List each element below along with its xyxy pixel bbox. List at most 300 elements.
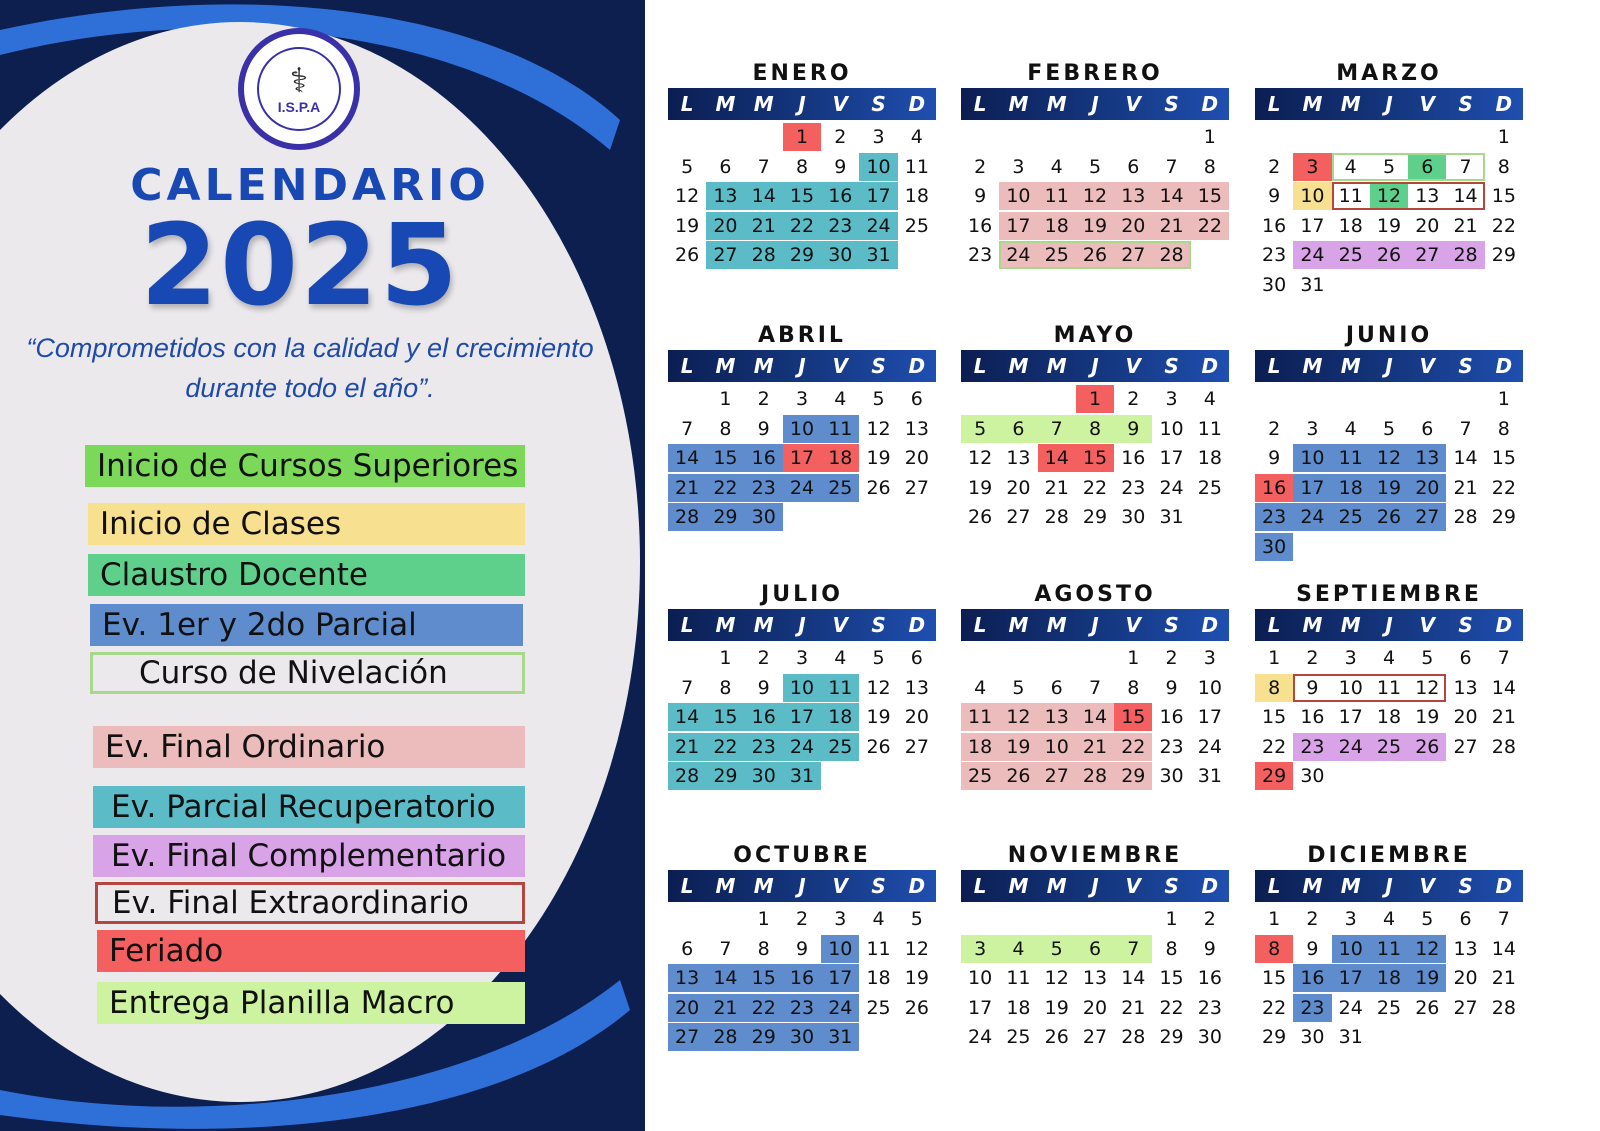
- day-cell: 28: [1076, 762, 1114, 790]
- day-cell: 4: [999, 935, 1037, 963]
- day-cell: 9: [1165, 676, 1178, 699]
- day-cell: 15: [1114, 703, 1152, 731]
- month-title: DICIEMBRE: [1307, 843, 1471, 868]
- day-cell: 20: [1453, 967, 1478, 989]
- institute-logo: [238, 28, 360, 150]
- day-cell: 1: [1268, 908, 1281, 930]
- day-cell: 23: [1159, 735, 1184, 758]
- day-cell: 26: [1370, 241, 1408, 269]
- day-cell: 28: [706, 1023, 744, 1051]
- weekday-label: M: [753, 874, 774, 898]
- month-enero: [668, 60, 936, 271]
- day-cell: 5: [1012, 676, 1025, 699]
- day-cell: 13: [1114, 182, 1152, 210]
- weekday-label: M: [1340, 354, 1361, 378]
- weekday-label: M: [1340, 874, 1361, 898]
- weekday-label: M: [715, 613, 736, 637]
- day-cell: 14: [706, 964, 744, 992]
- weekday-label: J: [1091, 354, 1099, 378]
- day-cell: 3: [1344, 647, 1357, 669]
- weekday-label: M: [1008, 874, 1029, 898]
- day-cell: 25: [821, 733, 859, 761]
- day-cell: 10: [1332, 935, 1370, 963]
- day-cell: 14: [745, 182, 783, 210]
- day-cell: 18: [1376, 706, 1402, 728]
- weekday-header: [1255, 350, 1523, 382]
- day-cell: 28: [668, 762, 706, 790]
- weekday-label: V: [1125, 874, 1141, 898]
- weekday-label: D: [1495, 613, 1513, 637]
- day-cell: 14: [1446, 182, 1484, 210]
- day-cell: 19: [999, 733, 1037, 761]
- day-cell: 26: [866, 735, 891, 758]
- slogan: “Comprometidos con la calidad y el crecimiento durante todo el año”.: [26, 333, 594, 403]
- day-cell: 2: [974, 155, 987, 178]
- day-cell: 21: [1044, 476, 1069, 499]
- day-cell: 19: [866, 706, 891, 728]
- weekday-label: S: [1164, 613, 1179, 637]
- day-cell: 11: [1370, 935, 1408, 963]
- day-cell: 6: [1076, 935, 1114, 963]
- day-cell: 23: [1293, 733, 1331, 761]
- day-cell: 9: [757, 417, 770, 440]
- day-cell: 15: [783, 182, 821, 210]
- month-title: NOVIEMBRE: [1007, 843, 1183, 868]
- day-cell: 18: [1038, 212, 1076, 240]
- weekday-label: M: [1302, 354, 1323, 378]
- month-marzo: [1255, 60, 1523, 300]
- day-cell: 31: [1300, 273, 1325, 296]
- day-cell: 4: [1382, 908, 1396, 930]
- day-cell: 2: [1306, 647, 1319, 669]
- day-cell: 27: [904, 476, 929, 499]
- day-cell: 8: [1497, 155, 1510, 178]
- day-cell: 14: [668, 444, 706, 472]
- day-cell: 21: [668, 474, 706, 502]
- month-title: ABRIL: [758, 323, 846, 348]
- weekday-label: V: [1125, 92, 1141, 116]
- day-cell: 26: [968, 506, 993, 528]
- day-cell: 29: [706, 762, 744, 790]
- day-grid: [1255, 385, 1523, 562]
- day-cell: 1: [1165, 908, 1178, 930]
- day-cell: 9: [834, 155, 847, 178]
- weekday-label: M: [1008, 92, 1029, 116]
- day-cell: 8: [1255, 935, 1293, 963]
- day-cell: 31: [1159, 506, 1184, 528]
- day-cell: 21: [1076, 733, 1114, 761]
- day-cell: 30: [745, 503, 783, 531]
- day-cell: 8: [719, 676, 732, 699]
- day-cell: 15: [1262, 967, 1287, 989]
- weekday-label: L: [680, 613, 694, 637]
- day-cell: 5: [872, 388, 885, 410]
- day-grid: [1255, 123, 1523, 300]
- legend-item: Ev. 1er y 2do Parcial: [90, 604, 523, 646]
- weekday-label: M: [1008, 354, 1029, 378]
- day-cell: 24: [999, 241, 1037, 269]
- weekday-label: V: [1419, 92, 1435, 116]
- day-cell: 6: [681, 937, 694, 960]
- month-julio: [668, 581, 936, 792]
- day-cell: 3: [872, 126, 885, 148]
- day-cell: 2: [757, 388, 770, 410]
- day-cell: 2: [1306, 908, 1319, 930]
- day-cell: 13: [668, 964, 706, 992]
- day-cell: 9: [1306, 937, 1319, 960]
- day-cell: 15: [1262, 706, 1287, 728]
- day-cell: 30: [1255, 533, 1293, 561]
- day-grid: [1255, 905, 1523, 1053]
- day-cell: 23: [1262, 244, 1287, 266]
- weekday-header: [961, 870, 1229, 902]
- day-grid: [668, 905, 936, 1053]
- day-cell: 21: [745, 212, 783, 240]
- day-cell: 25: [1332, 241, 1370, 269]
- day-cell: 31: [859, 241, 897, 269]
- day-cell: 25: [904, 214, 929, 237]
- day-cell: 29: [745, 1023, 783, 1051]
- weekday-label: M: [1046, 92, 1067, 116]
- weekday-label: S: [1458, 874, 1473, 898]
- day-cell: 2: [1268, 417, 1281, 440]
- day-cell: 1: [1497, 126, 1510, 148]
- day-cell: 13: [904, 417, 929, 440]
- day-cell: 19: [1370, 474, 1408, 502]
- weekday-label: M: [1046, 874, 1067, 898]
- day-cell: 8: [719, 417, 732, 440]
- day-cell: 1: [1076, 385, 1114, 413]
- weekday-header: [668, 350, 936, 382]
- weekday-label: M: [753, 613, 774, 637]
- weekday-label: J: [1091, 613, 1099, 637]
- day-cell: 17: [1159, 447, 1184, 469]
- day-cell: 7: [1459, 417, 1472, 440]
- day-cell: 17: [1338, 706, 1363, 728]
- day-cell: 30: [821, 241, 859, 269]
- day-cell: 19: [675, 214, 700, 237]
- day-cell: 14: [1076, 703, 1114, 731]
- day-cell: 23: [745, 733, 783, 761]
- month-octubre: [668, 842, 936, 1053]
- weekday-header: [668, 88, 936, 120]
- day-grid: [961, 385, 1229, 533]
- day-cell: 11: [1197, 417, 1222, 440]
- day-cell: 12: [866, 417, 891, 440]
- day-cell: 26: [999, 762, 1037, 790]
- day-cell: 18: [1370, 964, 1408, 992]
- day-cell: 12: [904, 937, 929, 960]
- day-cell: 3: [1344, 908, 1357, 930]
- day-cell: 26: [1076, 241, 1114, 269]
- day-cell: 24: [1338, 996, 1363, 1019]
- day-cell: 13: [1082, 967, 1108, 989]
- weekday-label: V: [832, 92, 848, 116]
- day-cell: 3: [1203, 647, 1216, 669]
- day-cell: 29: [1491, 506, 1516, 528]
- day-cell: 27: [1408, 241, 1446, 269]
- day-cell: 3: [795, 388, 809, 410]
- legend-item: Inicio de Cursos Superiores: [85, 445, 525, 487]
- day-cell: 27: [1453, 996, 1478, 1019]
- day-cell: 5: [1421, 647, 1434, 669]
- day-cell: 8: [1127, 676, 1140, 699]
- day-cell: 4: [834, 388, 847, 410]
- day-cell: 21: [668, 733, 706, 761]
- day-cell: 11: [821, 674, 859, 702]
- day-cell: 11: [1370, 674, 1408, 702]
- weekday-label: J: [1385, 613, 1393, 637]
- day-cell: 8: [1497, 417, 1510, 440]
- day-cell: 26: [1370, 503, 1408, 531]
- day-cell: 11: [904, 155, 929, 178]
- day-cell: 5: [1382, 417, 1396, 440]
- month-diciembre: [1255, 842, 1523, 1053]
- day-cell: 29: [1082, 506, 1108, 528]
- weekday-header: [961, 350, 1229, 382]
- day-cell: 4: [1203, 388, 1216, 410]
- day-cell: 8: [1076, 415, 1114, 443]
- day-cell: 15: [706, 703, 744, 731]
- day-cell: 17: [783, 703, 821, 731]
- weekday-label: S: [871, 354, 886, 378]
- day-cell: 2: [757, 647, 770, 669]
- day-grid: [961, 123, 1229, 271]
- month-title: ENERO: [752, 61, 852, 86]
- day-cell: 13: [706, 182, 744, 210]
- day-cell: 26: [866, 476, 891, 499]
- day-cell: 12: [1044, 967, 1069, 989]
- weekday-label: D: [1495, 92, 1513, 116]
- day-cell: 16: [745, 444, 783, 472]
- day-cell: 4: [1344, 417, 1357, 440]
- day-cell: 5: [681, 155, 694, 178]
- day-cell: 8: [1165, 937, 1178, 960]
- day-cell: 10: [859, 153, 897, 181]
- day-cell: 6: [1127, 155, 1140, 178]
- day-cell: 24: [821, 994, 859, 1022]
- day-cell: 22: [1191, 212, 1229, 240]
- day-cell: 22: [1082, 476, 1108, 499]
- day-cell: 10: [1332, 674, 1370, 702]
- day-cell: 9: [757, 676, 770, 699]
- day-cell: 10: [783, 674, 821, 702]
- day-cell: 16: [1262, 214, 1287, 237]
- day-cell: 23: [745, 474, 783, 502]
- day-cell: 21: [1491, 967, 1516, 989]
- weekday-label: M: [1008, 613, 1029, 637]
- month-title: MAYO: [1053, 323, 1137, 348]
- weekday-label: L: [973, 613, 987, 637]
- day-cell: 26: [1415, 996, 1440, 1019]
- day-cell: 10: [1038, 733, 1076, 761]
- day-cell: 23: [821, 212, 859, 240]
- day-cell: 13: [1006, 447, 1031, 469]
- month-title: SEPTIEMBRE: [1296, 582, 1482, 607]
- day-cell: 22: [745, 994, 783, 1022]
- day-cell: 29: [1491, 244, 1516, 266]
- day-cell: 27: [1453, 735, 1478, 758]
- weekday-label: J: [798, 874, 806, 898]
- day-cell: 8: [1203, 155, 1216, 178]
- day-cell: 28: [1121, 1026, 1146, 1048]
- weekday-label: S: [871, 92, 886, 116]
- day-cell: 30: [1159, 765, 1184, 787]
- day-cell: 31: [783, 762, 821, 790]
- day-cell: 11: [1332, 182, 1370, 210]
- day-cell: 6: [719, 155, 732, 178]
- day-cell: 7: [757, 155, 770, 178]
- day-cell: 1: [1497, 388, 1510, 410]
- day-cell: 20: [904, 447, 929, 469]
- day-cell: 24: [968, 1026, 993, 1048]
- day-cell: 25: [821, 474, 859, 502]
- day-cell: 16: [1300, 706, 1325, 728]
- day-cell: 4: [872, 908, 885, 930]
- weekday-label: V: [832, 354, 848, 378]
- day-cell: 12: [1408, 935, 1446, 963]
- weekday-label: M: [753, 354, 774, 378]
- day-cell: 28: [1446, 241, 1484, 269]
- weekday-label: J: [798, 613, 806, 637]
- day-cell: 17: [1197, 706, 1222, 728]
- weekday-label: S: [1458, 613, 1473, 637]
- day-cell: 12: [1408, 674, 1446, 702]
- day-cell: 29: [1159, 1026, 1184, 1048]
- day-cell: 15: [1191, 182, 1229, 210]
- weekday-label: L: [680, 874, 694, 898]
- weekday-label: M: [715, 92, 736, 116]
- day-cell: 2: [1268, 155, 1281, 178]
- day-cell: 21: [1453, 476, 1478, 499]
- day-cell: 22: [783, 212, 821, 240]
- day-cell: 24: [1293, 503, 1331, 531]
- day-cell: 6: [1050, 676, 1063, 699]
- day-grid: [668, 123, 936, 271]
- day-cell: 25: [1038, 241, 1076, 269]
- weekday-label: L: [680, 92, 694, 116]
- day-cell: 1: [719, 647, 732, 669]
- day-cell: 25: [1006, 1026, 1031, 1048]
- day-cell: 22: [706, 733, 744, 761]
- weekday-label: J: [798, 92, 806, 116]
- day-cell: 19: [1044, 996, 1069, 1019]
- day-cell: 11: [1038, 182, 1076, 210]
- legend-item: Ev. Final Complementario: [93, 835, 525, 877]
- weekday-label: D: [908, 613, 926, 637]
- weekday-label: V: [1419, 874, 1435, 898]
- day-cell: 15: [1159, 967, 1184, 989]
- day-cell: 10: [821, 935, 859, 963]
- month-title: JUNIO: [1345, 323, 1433, 348]
- day-grid: [961, 905, 1229, 1053]
- day-cell: 8: [795, 155, 809, 178]
- day-cell: 6: [999, 415, 1037, 443]
- weekday-label: J: [1091, 92, 1099, 116]
- day-cell: 15: [706, 444, 744, 472]
- day-cell: 9: [1268, 185, 1281, 207]
- weekday-label: D: [908, 92, 926, 116]
- day-cell: 17: [999, 212, 1037, 240]
- day-cell: 5: [1038, 935, 1076, 963]
- weekday-label: L: [1267, 92, 1281, 116]
- day-cell: 12: [999, 703, 1037, 731]
- day-cell: 3: [961, 935, 999, 963]
- day-cell: 16: [1121, 447, 1146, 469]
- legend-item: Ev. Parcial Recuperatorio: [93, 786, 525, 828]
- weekday-header: [668, 609, 936, 641]
- day-cell: 3: [1293, 153, 1331, 181]
- day-cell: 10: [968, 967, 993, 989]
- weekday-label: S: [1164, 92, 1179, 116]
- day-cell: 27: [1082, 1026, 1108, 1048]
- weekday-label: M: [1340, 613, 1361, 637]
- weekday-label: S: [871, 613, 886, 637]
- day-cell: 24: [1159, 476, 1184, 499]
- day-cell: 27: [668, 1023, 706, 1051]
- weekday-label: M: [715, 354, 736, 378]
- day-cell: 20: [706, 212, 744, 240]
- day-cell: 21: [1121, 996, 1146, 1019]
- day-cell: 11: [821, 415, 859, 443]
- day-cell: 23: [1121, 476, 1146, 499]
- weekday-label: S: [1458, 354, 1473, 378]
- month-title: FEBRERO: [1027, 61, 1163, 86]
- day-cell: 30: [1121, 506, 1146, 528]
- day-cell: 1: [1203, 126, 1216, 148]
- weekday-header: [1255, 609, 1523, 641]
- day-cell: 7: [1446, 153, 1484, 181]
- day-cell: 7: [719, 937, 732, 960]
- day-cell: 6: [910, 647, 923, 669]
- legend-item: Ev. Final Extraordinario: [95, 882, 525, 924]
- weekday-label: D: [1201, 92, 1219, 116]
- weekday-label: D: [1495, 874, 1513, 898]
- day-cell: 24: [1293, 241, 1331, 269]
- day-cell: 24: [783, 474, 821, 502]
- day-cell: 17: [1293, 474, 1331, 502]
- month-title: AGOSTO: [1034, 582, 1156, 607]
- day-cell: 25: [1332, 503, 1370, 531]
- day-cell: 16: [968, 214, 993, 237]
- calendar-title: CALENDARIO: [130, 160, 490, 211]
- day-cell: 8: [1255, 674, 1293, 702]
- weekday-label: V: [1125, 613, 1141, 637]
- day-cell: 14: [1453, 447, 1478, 469]
- weekday-label: M: [1302, 92, 1323, 116]
- weekday-label: D: [908, 354, 926, 378]
- day-cell: 12: [1370, 182, 1408, 210]
- day-cell: 27: [1038, 762, 1076, 790]
- day-cell: 24: [859, 212, 897, 240]
- day-cell: 4: [1332, 153, 1370, 181]
- day-cell: 18: [821, 444, 859, 472]
- weekday-header: [1255, 870, 1523, 902]
- weekday-label: V: [1419, 613, 1435, 637]
- month-noviembre: [961, 842, 1229, 1053]
- left-panel-background: [0, 0, 645, 1131]
- day-cell: 20: [1006, 476, 1031, 499]
- day-cell: 5: [961, 415, 999, 443]
- day-cell: 23: [1197, 996, 1222, 1019]
- day-cell: 10: [1293, 182, 1331, 210]
- legend-item: Claustro Docente: [88, 554, 525, 596]
- day-cell: 10: [1159, 417, 1184, 440]
- day-cell: 5: [1421, 908, 1434, 930]
- day-cell: 18: [1197, 447, 1222, 469]
- day-cell: 6: [910, 388, 923, 410]
- weekday-header: [961, 88, 1229, 120]
